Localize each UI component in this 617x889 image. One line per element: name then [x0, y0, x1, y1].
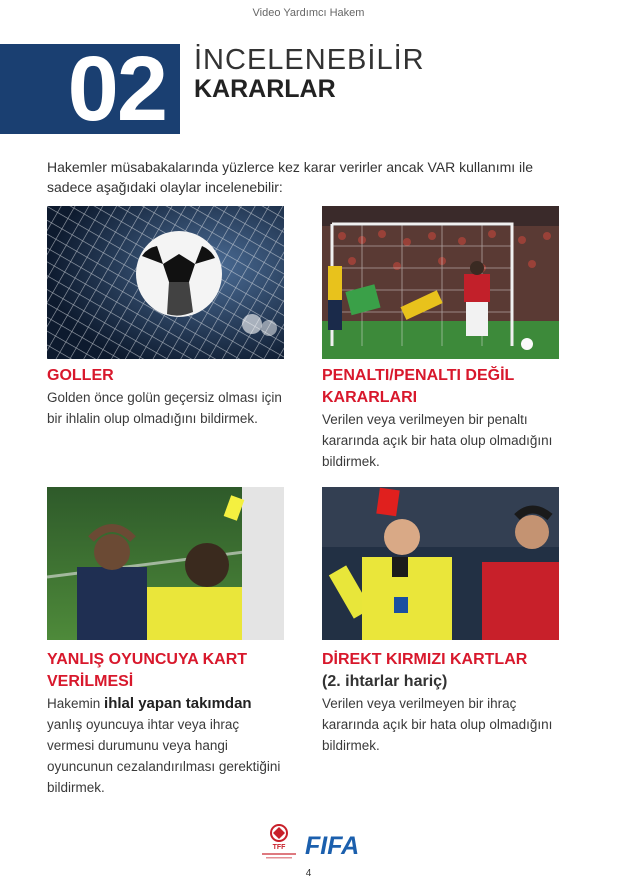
- red-card-image: [322, 487, 559, 640]
- card-penalty-title: PENALTI/PENALTI DEĞİL KARARLARI: [322, 367, 515, 406]
- mistaken-identity-image: [47, 487, 284, 640]
- card-goals-title: GOLLER: [47, 367, 114, 384]
- svg-text:TFF: TFF: [272, 844, 286, 851]
- tff-logo: [258, 823, 300, 861]
- card-wrong-player-text: Hakemin ihlal yapan takımdan yanlış oyuncuya ihtar veya ihraç vermesi durumunu veya hangi oyuncunun cezalandırılması gerektiğini bildirmek.: [47, 695, 281, 795]
- goal-net-image: [47, 206, 284, 359]
- running-header: Video Yardımcı Hakem: [252, 7, 365, 19]
- fifa-logo: FIFA: [305, 832, 360, 860]
- card-red-card-title: DİREKT KIRMIZI KARTLAR (2. ihtarlar hariç): [322, 651, 528, 690]
- section-title-line1: İNCELENEBİLİR: [194, 44, 425, 76]
- intro-paragraph: Hakemler müsabakalarında yüzlerce kez karar verirler ancak VAR kullanımı ile sadece aşağıdaki olaylar incelenebilir:: [47, 159, 534, 195]
- card-red-card-text: Verilen veya verilmeyen bir ihraç kararında açık bir hata olup olmadığını bildirmek.: [322, 696, 553, 753]
- section-title-line2: KARARLAR: [194, 75, 336, 103]
- page-number: 4: [305, 868, 312, 879]
- card-penalty-text: Verilen veya verilmeyen bir penaltı kararında açık bir hata olup olmadığını bildirmek.: [322, 412, 553, 469]
- card-goals-text: Golden önce golün geçersiz olması için bir ihlalin olup olmadığını bildirmek.: [47, 390, 282, 426]
- card-wrong-player-title: YANLIŞ OYUNCUYA KART VERİLMESİ: [47, 651, 248, 690]
- penalty-image: [322, 206, 559, 359]
- section-number: 02: [0, 44, 180, 134]
